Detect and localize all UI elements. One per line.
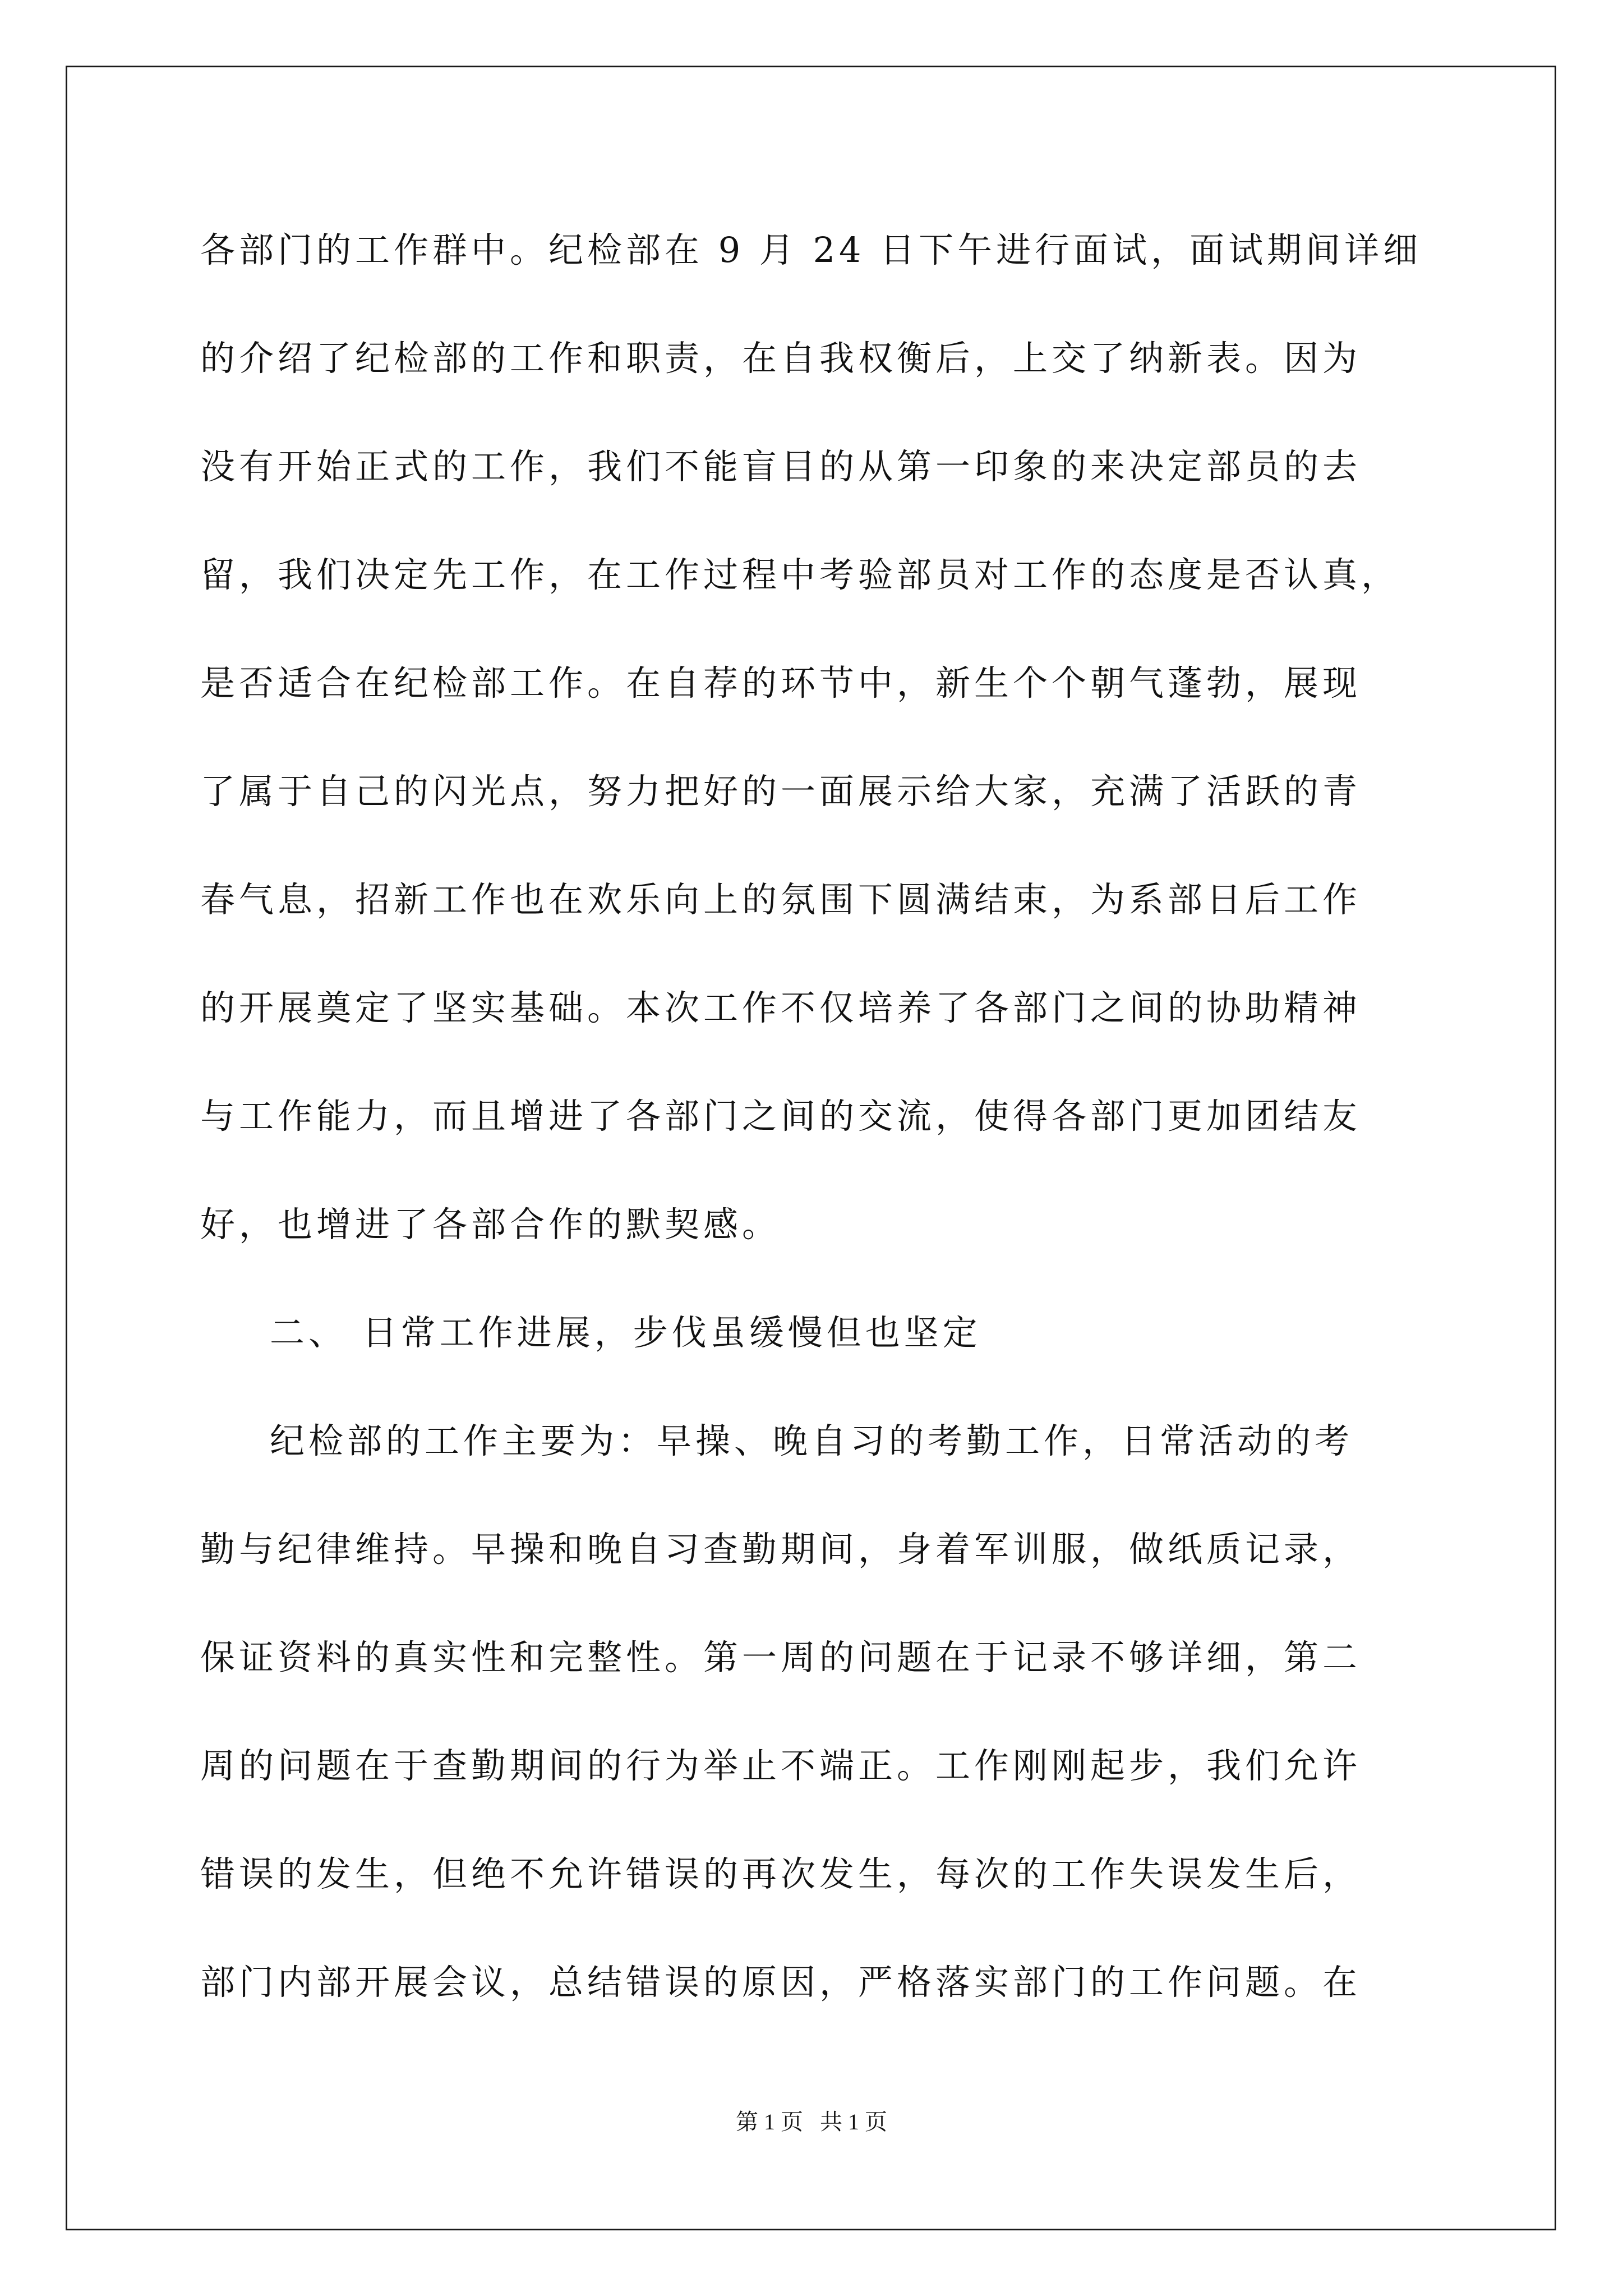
- text-line: 纪检部的工作主要为：早操、晚自习的考勤工作，日常活动的考: [270, 1420, 1354, 1461]
- text-line: 保证资料的真实性和完整性。第一周的问题在于记录不够详细，第二: [200, 1637, 1362, 1678]
- text-line: 的介绍了纪检部的工作和职责，在自我权衡后，上交了纳新表。因为: [200, 338, 1362, 379]
- text-line: 了属于自己的闪光点，努力把好的一面展示给大家，充满了活跃的青: [200, 771, 1362, 812]
- text-line: 部门内部开展会议，总结错误的原因，严格落实部门的工作问题。在: [200, 1962, 1362, 2003]
- page-footer: 第 1 页 共 1 页: [736, 2109, 887, 2134]
- text-line: 春气息，招新工作也在欢乐向上的氛围下圆满结束，为系部日后工作: [200, 879, 1362, 920]
- text-line: 没有开始正式的工作，我们不能盲目的从第一印象的来决定部员的去: [200, 446, 1362, 487]
- text-line: 的开展奠定了坚实基础。本次工作不仅培养了各部门之间的协助精神: [200, 987, 1362, 1028]
- text-line: 周的问题在于查勤期间的行为举止不端正。工作刚刚起步，我们允许: [200, 1745, 1362, 1786]
- text-line: 错误的发生，但绝不允许错误的再次发生，每次的工作失误发生后，: [200, 1853, 1362, 1894]
- text-line: 好，也增进了各部合作的默契感。: [200, 1204, 781, 1245]
- text-line: 留，我们决定先工作，在工作过程中考验部员对工作的态度是否认真，: [200, 554, 1400, 595]
- text-line: 是否适合在纪检部工作。在自荐的环节中，新生个个朝气蓬勃，展现: [200, 662, 1362, 703]
- page-border: [66, 66, 1556, 2230]
- section-heading: 二、 日常工作进展，步伐虽缓慢但也坚定: [270, 1312, 981, 1353]
- text-line: 勤与纪律维持。早操和晚自习查勤期间，身着军训服，做纸质记录，: [200, 1529, 1362, 1570]
- text-line: 各部门的工作群中。纪检部在 9 月 24 日下午进行面试，面试期间详细: [200, 229, 1422, 270]
- text-line: 与工作能力，而且增进了各部门之间的交流，使得各部门更加团结友: [200, 1096, 1362, 1137]
